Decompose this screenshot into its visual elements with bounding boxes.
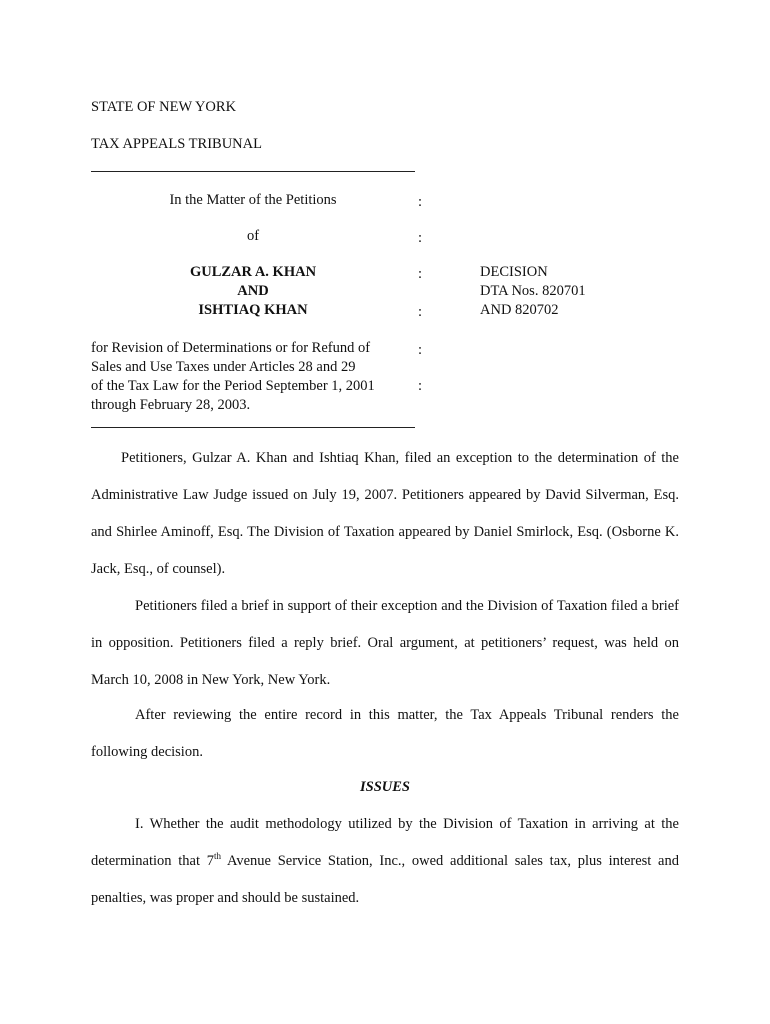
caption-bottom-rule: [91, 427, 415, 428]
petitioner-name-2: ISHTIAQ KHAN: [198, 302, 308, 318]
revision-line-1: for Revision of Determinations or for Refund of: [91, 340, 371, 356]
caption-colon-4: :: [418, 304, 423, 320]
revision-line-4: through February 28, 2003.: [91, 397, 251, 413]
petitioner-name-1: GULZAR A. KHAN: [189, 264, 317, 280]
paragraph-briefs: Petitioners filed a brief in support of their exception and the Division of Taxation filed a brief in opposition. Petitioners filed a reply brief. Oral argument, at petitioners’ request, was held on March 10, 2008 in New York, New York.: [91, 598, 679, 688]
caption-top-rule: [91, 171, 415, 172]
caption-colon-2: :: [418, 230, 423, 246]
dta-numbers-and: AND 820702: [480, 302, 559, 318]
revision-line-2: Sales and Use Taxes under Articles 28 and 29: [91, 359, 356, 375]
tribunal-heading: TAX APPEALS TRIBUNAL: [91, 136, 262, 152]
paragraph-exception: Petitioners, Gulzar A. Khan and Ishtiaq Khan, filed an exception to the determination of the Administrative Law Judge issued on July 19, 2007. Petitioners appeared by David Silverman, Esq. and Shirlee Aminoff, Esq. The Division of Taxation appeared by Daniel Smirlock, Esq. (Osborne K. Jack, Esq., of counsel).: [91, 450, 679, 577]
caption-colon-1: :: [418, 194, 423, 210]
issue-one: I. Whether the audit methodology utilized by the Division of Taxation in arriving at the determination that 7th Avenue Service Station, Inc., owed additional sales tax, plus interest and penalties, was proper and should be sustained.: [91, 816, 679, 906]
decision-label: DECISION: [480, 264, 548, 280]
matter-line: In the Matter of the Petitions: [169, 192, 337, 208]
dta-numbers: DTA Nos. 820701: [480, 283, 586, 299]
of-line: of: [246, 228, 260, 244]
petitioner-and: AND: [237, 283, 269, 299]
issues-heading: ISSUES: [360, 779, 410, 795]
revision-line-3: of the Tax Law for the Period September 1, 2001: [91, 378, 375, 394]
ordinal-superscript: th: [214, 851, 222, 862]
caption-colon-5: :: [418, 342, 423, 358]
caption-colon-3: :: [418, 266, 423, 282]
caption-colon-6: :: [418, 378, 423, 394]
state-heading: STATE OF NEW YORK: [91, 99, 237, 115]
paragraph-review: After reviewing the entire record in this matter, the Tax Appeals Tribunal renders the following decision.: [91, 707, 679, 760]
